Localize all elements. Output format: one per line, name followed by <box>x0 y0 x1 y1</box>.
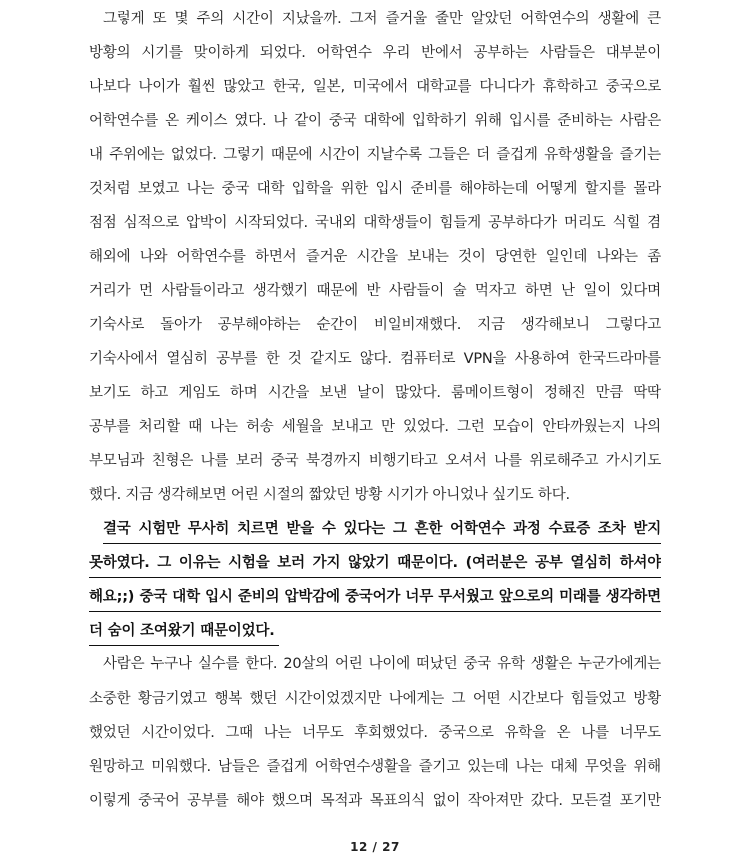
paragraph-1-line-2: 방황의 시기를 맞이하게 되었다. 어학연수 우리 반에서 공부하는 사람들은 대부분이 <box>89 45 661 61</box>
paragraph-1-line-10: 기숙사로 돌아가 공부해야하는 순간이 비일비재했다. 지금 생각해보니 그렇다고 <box>89 317 661 333</box>
paragraph-2-line-2: 못하였다. 그 이유는 시험을 보러 가지 않았기 때문이다. (여러분은 공부 열심히 하셔야 <box>89 551 661 578</box>
paragraph-3-line-3: 했었던 시간이었다. 그때 나는 너무도 후회했었다. 중국으로 유학을 온 나를 너무도 <box>89 725 661 741</box>
paragraph-3-line-4: 원망하고 미워했다. 남들은 즐겁게 어학연수생활을 즐기고 있는데 나는 대체 무엇을 위해 <box>89 759 661 775</box>
paragraph-1-line-3: 나보다 나이가 훨씬 많았고 한국, 일본, 미국에서 대학교를 다니다가 휴학하고 중국으로 <box>89 79 661 95</box>
page-number: 12 / 27 <box>350 840 400 854</box>
paragraph-1-line-14: 부모님과 친형은 나를 보러 중국 북경까지 비행기타고 오셔서 나를 위로해주고 가시기도 <box>89 453 661 469</box>
paragraph-2-line-3: 해요;;) 중국 대학 입시 준비의 압박감에 중국어가 너무 무서웠고 앞으로의 미래를 생각하면 <box>89 585 661 612</box>
paragraph-1-line-13: 공부를 처리할 때 나는 허송 세월을 보내고 만 있었다. 그런 모습이 안타까웠는지 나의 <box>89 419 661 435</box>
paragraph-1-line-8: 해외에 나와 어학연수를 하면서 즐거운 시간을 보내는 것이 당연한 일인데 나와는 좀 <box>89 249 661 265</box>
paragraph-1-line-7: 점점 심적으로 압박이 시작되었다. 국내외 대학생들이 힘들게 공부하다가 머리도 식힐 겸 <box>89 215 661 231</box>
paragraph-3-line-1: 사람은 누구나 실수를 한다. 20살의 어린 나이에 떠났던 중국 유학 생활은 누군가에게는 <box>103 656 661 672</box>
paragraph-1-line-5: 내 주위에는 없었다. 그렇기 때문에 시간이 지날수록 그들은 더 즐겁게 유학생활을 즐기는 <box>89 147 661 163</box>
paragraph-1-line-6: 것처럼 보였고 나는 중국 대학 입학을 위한 입시 준비를 해야하는데 어떻게 할지를 몰라 <box>89 181 661 197</box>
paragraph-1-line-1: 그렇게 또 몇 주의 시간이 지났을까. 그저 즐거울 줄만 알았던 어학연수의 생활에 큰 <box>103 11 661 27</box>
paragraph-2-line-1: 결국 시험만 무사히 치르면 받을 수 있다는 그 흔한 어학연수 과정 수료증 조차 받지 <box>103 517 661 544</box>
paragraph-1-line-15: 했다. 지금 생각해보면 어린 시절의 짧았던 방황 시기가 아니었나 싶기도 하다. <box>89 487 570 503</box>
paragraph-3-line-2: 소중한 황금기였고 행복 했던 시간이었겠지만 나에게는 그 어떤 시간보다 힘들었고 방황 <box>89 691 661 707</box>
paragraph-1-line-11: 기숙사에서 열심히 공부를 한 것 같지도 않다. 컴퓨터로 VPN을 사용하여 한국드라마를 <box>89 351 661 367</box>
paragraph-3-line-5: 이렇게 중국어 공부를 해야 했으며 목적과 목표의식 없이 작아져만 갔다. 모든걸 포기만 <box>89 793 661 809</box>
paragraph-1-line-12: 보기도 하고 게임도 하며 시간을 보낸 날이 많았다. 룸메이트형이 정해진 만큼 딱딱 <box>89 385 661 401</box>
paragraph-1-line-9: 거리가 먼 사람들이라고 생각했기 때문에 반 사람들이 술 먹자고 하면 난 일이 있다며 <box>89 283 661 299</box>
paragraph-2-line-4: 더 숨이 조여왔기 때문이었다. <box>89 619 279 646</box>
paragraph-1-line-4: 어학연수를 온 케이스 였다. 나 같이 중국 대학에 입학하기 위해 입시를 준비하는 사람은 <box>89 113 661 129</box>
